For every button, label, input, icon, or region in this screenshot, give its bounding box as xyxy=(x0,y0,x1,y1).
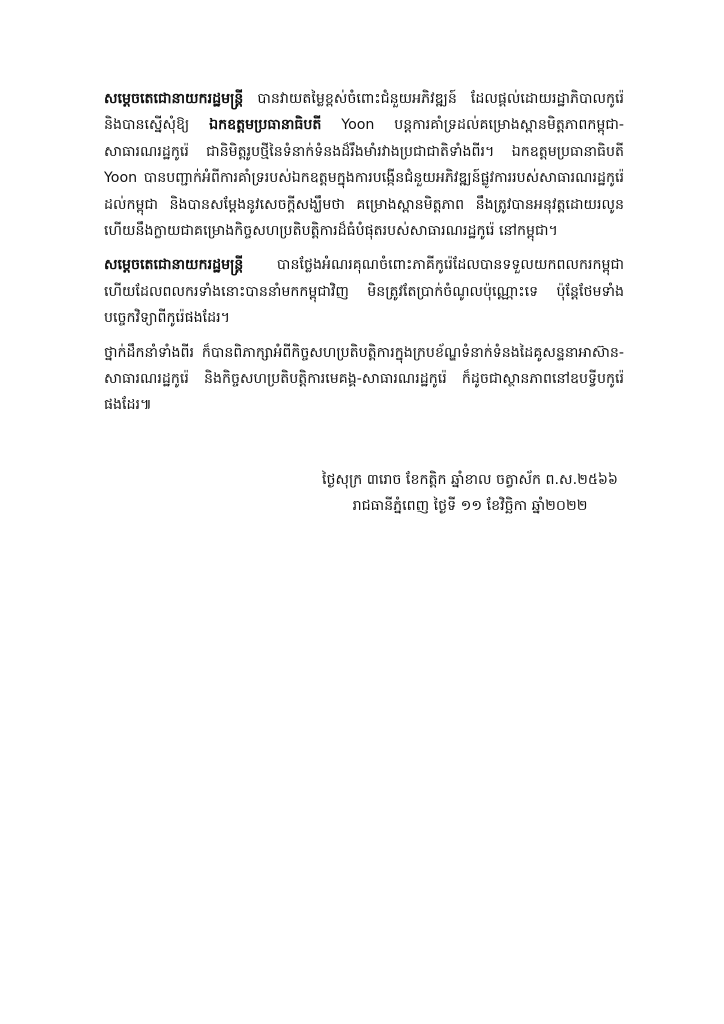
president-title: ឯកឧត្តមប្រធានាធិបតី xyxy=(209,117,322,134)
paragraph-1 xyxy=(104,86,624,244)
paragraph-text: បានវាយតម្លៃខ្ពស់ចំពោះជំនួយអភិវឌ្ឍន៍ ដែលផ្ដល់ដោយរដ្ឋាភិបាលកូរ៉េ និងបានស្នើសុំឱ្យ xyxy=(104,91,624,134)
lunar-date-line: ថ្ងៃសុក្រ ៣រោច ខែកត្តិក ឆ្នាំខាល ចត្វាស័ក ព.ស.២៥៦៦ xyxy=(322,472,618,488)
paragraph-3 xyxy=(104,340,624,419)
place-date-line: រាជធានីភ្នំពេញ ថ្ងៃទី ១១ ខែវិច្ឆិកា ឆ្នាំ២០២២ xyxy=(352,498,588,514)
date-signature-block xyxy=(300,467,640,519)
speaker-title: សម្ដេចតេជោនាយករដ្ឋមន្ត្រី xyxy=(104,91,244,107)
paragraph-2 xyxy=(104,252,624,331)
paragraph-text: Yoon បន្តការគាំទ្រដល់គម្រោងស្ពានមិត្តភាពកម្ពុជា-សាធារណរដ្ឋកូរ៉េ ជានិមិត្តរូបថ្មីនៃទំនាក់ទំនងដ៏រឹងមាំរវាងប្រជាជាតិទាំងពីរ។ ឯកឧត្តមប្រធានាធិបតី Yoon បានបញ្ជាក់អំពីការគាំទ្ររបស់ឯកឧត្តមក្នុងការបង្កើនជំនួយអភិវឌ្ឍន៍ផ្លូវការរបស់សាធារណរដ្ឋកូរ៉េដល់កម្ពុជា និងបានសម្ដែងនូវសេចក្ដីសង្ឃឹមថា គម្រោងស្ពានមិត្តភាព នឹងត្រូវបានអនុវត្តដោយរលូន ហើយនឹងក្លាយជាគម្រោងកិច្ចសហប្រតិបត្តិការដ៏ធំបំផុតរបស់សាធារណរដ្ឋកូរ៉េ នៅកម្ពុជា។ xyxy=(104,117,624,240)
press-release-body xyxy=(104,86,624,427)
paragraph-text: ថ្នាក់ដឹកនាំទាំងពីរ ក៏បានពិភាក្សាអំពីកិច្ចសហប្រតិបត្តិការក្នុងក្របខ័ណ្ឌទំនាក់ទំនងដៃគូសន្ទនាអាស៊ាន-សាធារណរដ្ឋកូរ៉េ និងកិច្ចសហប្រតិបត្តិការមេគង្គ-សាធារណរដ្ឋកូរ៉េ ក៏ដូចជាស្ថានភាពនៅឧបទ្វីបកូរ៉េ ផងដែរ៕ xyxy=(104,344,624,414)
paragraph-text: បានថ្លែងអំណរគុណចំពោះភាគីកូរ៉េដែលបានទទួលយកពលករកម្ពុជា ហើយដែលពលករទាំងនោះបាននាំមកកម្ពុជាវិញ មិនត្រូវតែប្រាក់ចំណូលប៉ុណ្ណោះទេ ប៉ុន្តែថែមទាំងបច្ចេកវិទ្យាពីកូរ៉េផងដែរ។ xyxy=(104,257,624,327)
speaker-title: សម្ដេចតេជោនាយករដ្ឋមន្ត្រី xyxy=(104,257,244,274)
